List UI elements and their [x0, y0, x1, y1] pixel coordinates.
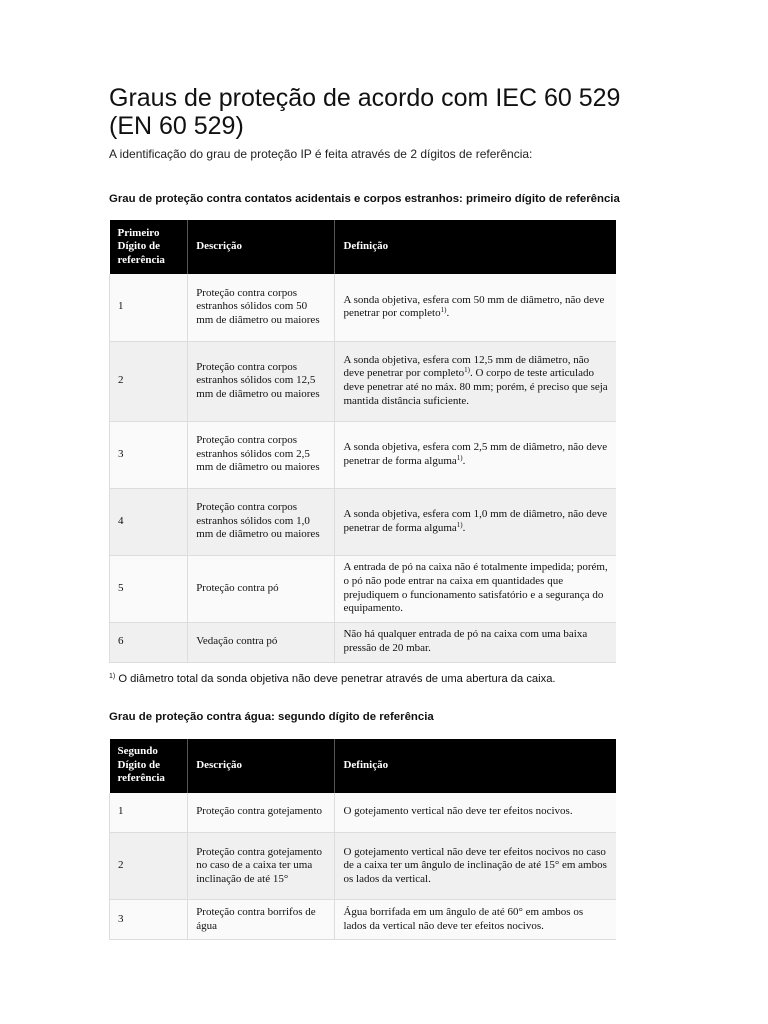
section2-heading: Grau de proteção contra água: segundo dígito de referência — [109, 710, 434, 723]
row-description: Vedação contra pó — [188, 622, 335, 662]
second-digit-table — [109, 739, 616, 941]
row-definition: A sonda objetiva, esfera com 50 mm de diâmetro, não deve penetrar por completo$^{1)}$. — [335, 274, 616, 341]
section1-heading: Grau de proteção contra contatos acidentais e corpos estranhos: primeiro dígito de referência — [109, 193, 620, 205]
footnote: $^{1)}$ O diâmetro total da sonda objetiva não deve penetrar através de uma abertura da caixa. — [109, 672, 556, 685]
footnote-ref: 1) — [440, 306, 447, 315]
row-description: Proteção contra borrifos de água — [188, 900, 335, 940]
header-definition: Definição — [335, 220, 616, 274]
row-description: Proteção contra corpos estranhos sólidos com 1,0 mm de diâmetro ou maiores — [188, 488, 335, 555]
table-row — [110, 833, 617, 900]
table-row — [110, 421, 617, 488]
row-definition: Água borrifada em um ângulo de até 60° em ambos os lados da vertical não deve ter efeitos nocivos. — [335, 900, 616, 940]
row-digit: 5 — [110, 555, 188, 622]
row-description: Proteção contra corpos estranhos sólidos com 50 mm de diâmetro ou maiores — [188, 274, 335, 341]
table-row — [110, 341, 617, 421]
header-digit: Primeiro Dígito de referência — [110, 220, 188, 274]
row-description: Proteção contra gotejamento — [188, 793, 335, 833]
header-description: Descrição — [188, 739, 335, 793]
table-header-row — [110, 739, 617, 793]
footnote-ref: 1) — [464, 366, 470, 375]
header-description: Descrição — [188, 220, 335, 274]
row-description: Proteção contra corpos estranhos sólidos com 12,5 mm de diâmetro ou maiores — [188, 341, 335, 421]
row-digit: 1 — [110, 274, 188, 341]
row-digit: 2 — [110, 833, 188, 900]
page-title: Graus de proteção de acordo com IEC 60 529 (EN 60 529) — [109, 84, 621, 140]
document-page — [109, 84, 629, 940]
row-description: Proteção contra gotejamento no caso de a caixa ter uma inclinação de até 15° — [188, 833, 335, 900]
table-row — [110, 622, 617, 662]
header-digit: Segundo Dígito de referência — [110, 739, 188, 793]
table-row — [110, 900, 617, 940]
row-digit: 4 — [110, 488, 188, 555]
table-row — [110, 488, 617, 555]
table-row — [110, 555, 617, 622]
intro-text: A identificação do grau de proteção IP é feita através de 2 dígitos de referência: — [109, 147, 533, 161]
row-description: Proteção contra corpos estranhos sólidos com 2,5 mm de diâmetro ou maiores — [188, 421, 335, 488]
footnote-ref: 1) — [456, 453, 463, 462]
row-definition: A sonda objetiva, esfera com 2,5 mm de diâmetro, não deve penetrar de forma alguma$^{1)}$. — [335, 421, 616, 488]
table-header-row — [110, 220, 617, 274]
row-digit: 3 — [110, 421, 188, 488]
row-description: Proteção contra pó — [188, 555, 335, 622]
header-definition: Definição — [335, 739, 616, 793]
row-definition: A sonda objetiva, esfera com 12,5 mm de diâmetro, não deve penetrar por completo$^{1)}$. O corpo de teste articulado deve penetrar até no máx. 80 mm; porém, é preciso que seja mantida distância suficiente. — [335, 341, 616, 421]
table-row — [110, 793, 617, 833]
footnote-ref: 1) — [456, 520, 463, 529]
row-digit: 3 — [110, 900, 188, 940]
table-row — [110, 274, 617, 341]
row-digit: 1 — [110, 793, 188, 833]
footnote-mark: 1) — [109, 672, 116, 680]
row-definition: Não há qualquer entrada de pó na caixa com uma baixa pressão de 20 mbar. — [335, 622, 616, 662]
row-digit: 2 — [110, 341, 188, 421]
row-definition: A entrada de pó na caixa não é totalmente impedida; porém, o pó não pode entrar na caixa em quantidades que prejudiquem o funcionamento satisfatório e a segurança do equipamento. — [335, 555, 616, 622]
first-digit-table — [109, 220, 616, 663]
row-definition: A sonda objetiva, esfera com 1,0 mm de diâmetro, não deve penetrar de forma alguma$^{1)}$. — [335, 488, 616, 555]
row-definition: O gotejamento vertical não deve ter efeitos nocivos. — [335, 793, 616, 833]
row-definition: O gotejamento vertical não deve ter efeitos nocivos no caso de a caixa ter um ângulo de inclinação de até 15° em ambos os lados da vertical. — [335, 833, 616, 900]
row-digit: 6 — [110, 622, 188, 662]
